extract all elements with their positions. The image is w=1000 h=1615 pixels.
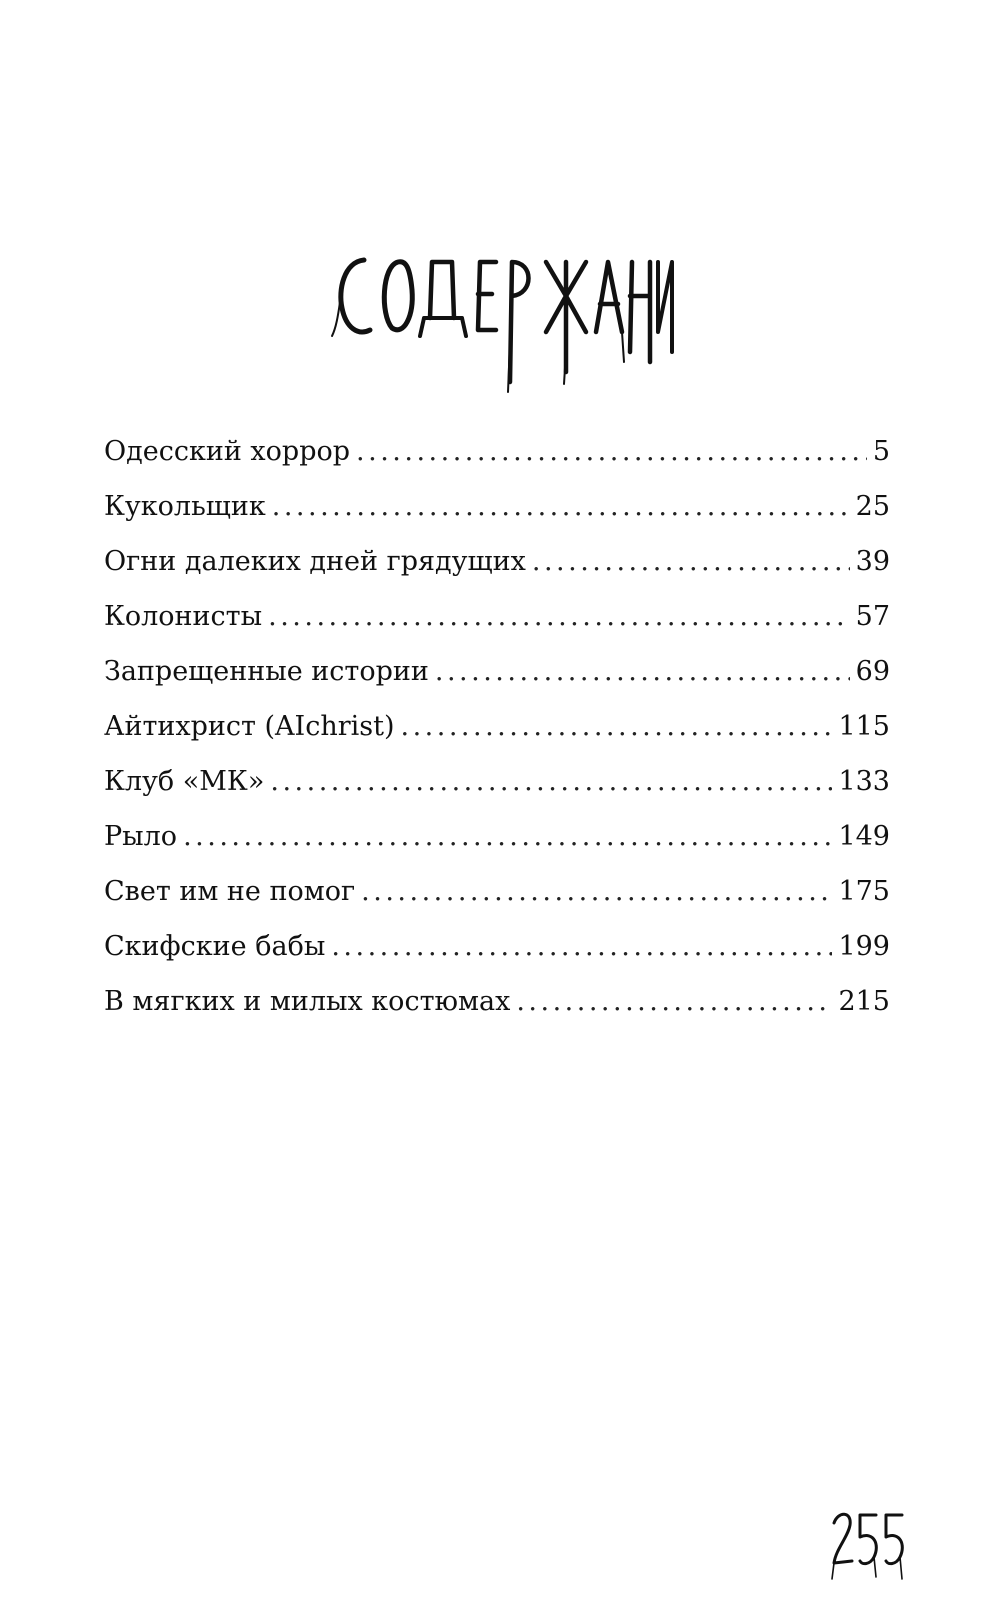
- page-number: [828, 1505, 908, 1585]
- toc-leader-dots: [532, 542, 850, 582]
- table-of-contents: [104, 432, 890, 1037]
- contents-heading: [0, 232, 1000, 402]
- toc-leader-dots: [435, 652, 850, 692]
- toc-entry-page: 215: [838, 986, 890, 1017]
- toc-entry-title: Колонисты: [104, 601, 263, 632]
- contents-heading-lettering: [320, 232, 680, 402]
- toc-entry-title: Айтихрист (AIchrist): [104, 711, 395, 742]
- toc-entry-page: 69: [855, 656, 890, 687]
- toc-entry-page: 149: [838, 821, 890, 852]
- toc-entry-page: 115: [838, 711, 890, 742]
- toc-entry-page: 5: [872, 436, 890, 467]
- toc-entry-page: 39: [855, 546, 890, 577]
- toc-leader-dots: [183, 817, 832, 857]
- toc-entry[interactable]: [104, 487, 890, 542]
- toc-entry[interactable]: [104, 542, 890, 597]
- page-number-lettering: [828, 1505, 908, 1585]
- toc-entry-page: 175: [838, 876, 890, 907]
- toc-entry[interactable]: [104, 817, 890, 872]
- toc-entry-title: Скифские бабы: [104, 931, 326, 962]
- toc-leader-dots: [272, 487, 850, 527]
- toc-leader-dots: [268, 597, 850, 637]
- toc-entry[interactable]: [104, 652, 890, 707]
- toc-entry-title: Огни далеких дней грядущих: [104, 546, 526, 577]
- toc-entry[interactable]: [104, 982, 890, 1037]
- toc-entry-title: Клуб «МК»: [104, 766, 265, 797]
- toc-entry-page: 25: [855, 491, 890, 522]
- toc-leader-dots: [270, 762, 832, 802]
- toc-entry-page: 133: [838, 766, 890, 797]
- toc-leader-dots: [361, 872, 832, 912]
- toc-entry-title: Свет им не помог: [104, 876, 356, 907]
- toc-entry-title: Кукольщик: [104, 491, 266, 522]
- toc-leader-dots: [516, 982, 832, 1022]
- toc-entry-page: 57: [855, 601, 890, 632]
- toc-entry[interactable]: [104, 762, 890, 817]
- toc-leader-dots: [401, 707, 833, 747]
- toc-entry-page: 199: [838, 931, 890, 962]
- toc-entry-title: В мягких и милых костюмах: [104, 986, 511, 1017]
- toc-entry[interactable]: [104, 707, 890, 762]
- toc-leader-dots: [331, 927, 832, 967]
- toc-entry[interactable]: [104, 927, 890, 982]
- toc-entry-title: Одесский хоррор: [104, 436, 351, 467]
- toc-entry-title: Рыло: [104, 821, 178, 852]
- toc-entry[interactable]: [104, 597, 890, 652]
- toc-leader-dots: [356, 432, 867, 472]
- toc-entry-title: Запрещенные истории: [104, 656, 429, 687]
- toc-entry[interactable]: [104, 432, 890, 487]
- toc-entry[interactable]: [104, 872, 890, 927]
